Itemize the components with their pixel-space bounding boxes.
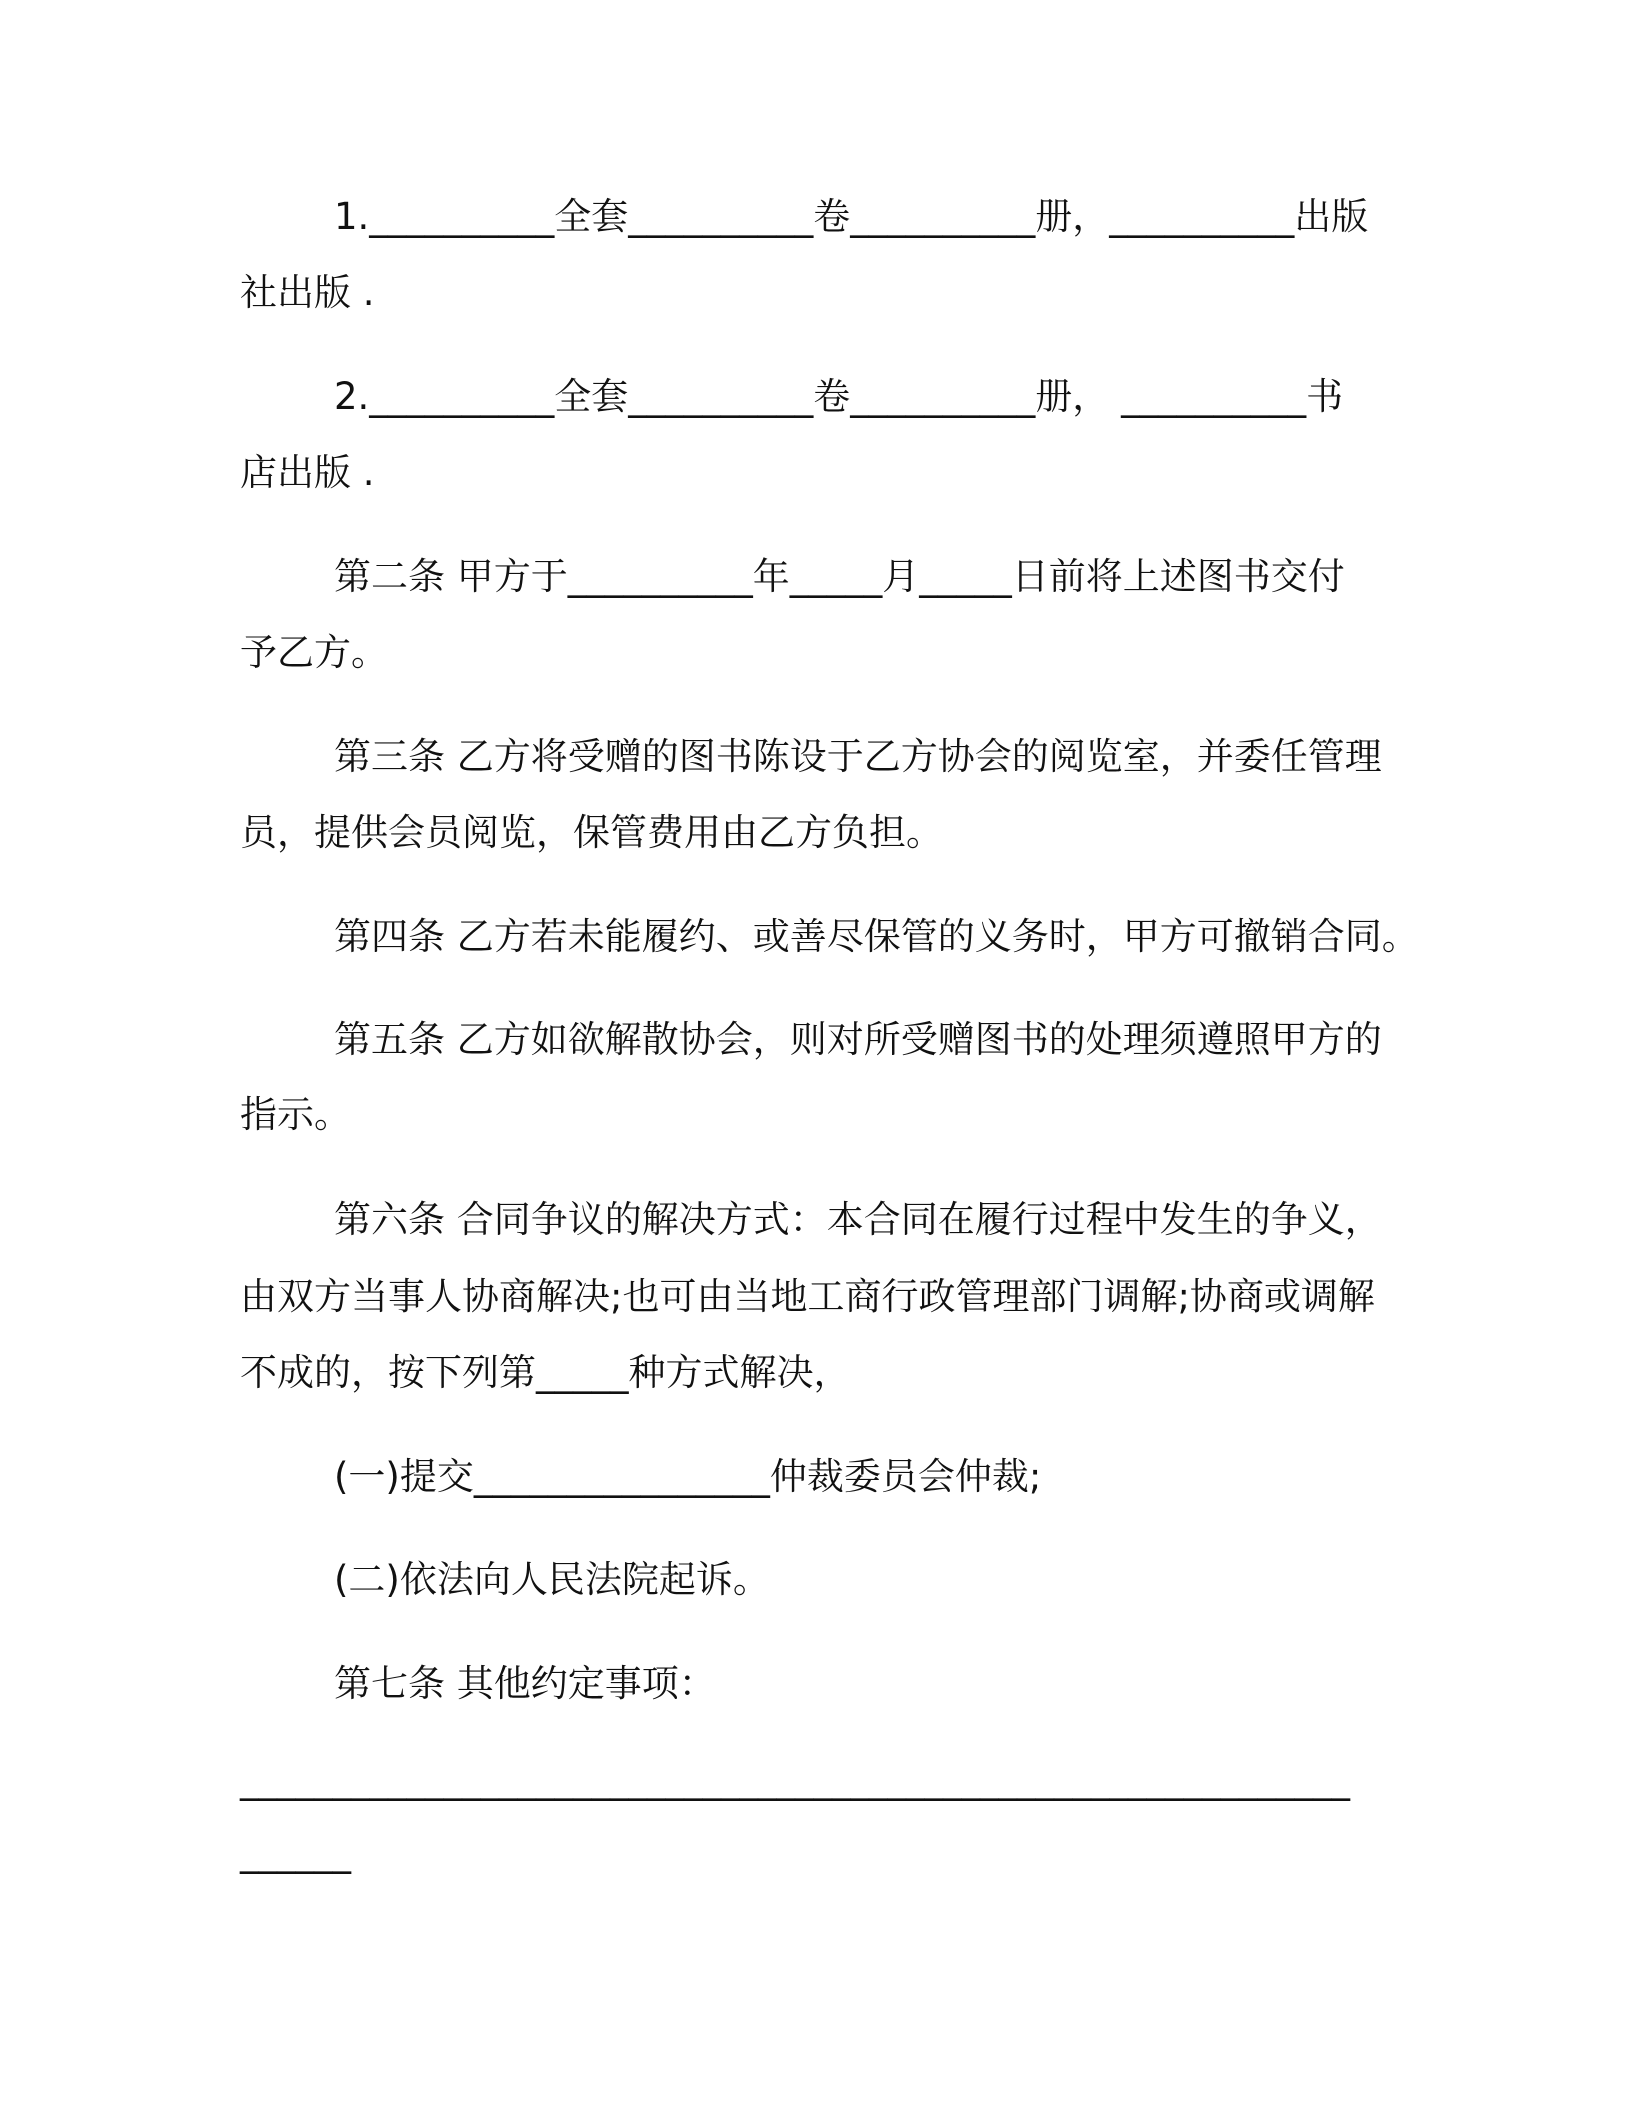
article-4: 第四条 乙方若未能履约、或善尽保管的义务时，甲方可撤销合同。 [334,915,1419,958]
item-2-line: 2.__________全套__________卷__________册， __________书 [334,375,1344,418]
article-2-continuation: 予乙方。 [240,631,388,674]
item-1-line: 1.__________全套__________卷__________册，__________出版 [334,195,1369,238]
option-2: (二)依法向人民法院起诉。 [334,1558,770,1601]
option-1: (一)提交________________仲裁委员会仲裁; [334,1455,1042,1498]
article-7: 第七条 其他约定事项： [334,1662,716,1705]
article-3-continuation: 员，提供会员阅览，保管费用由乙方负担。 [240,811,943,854]
item-1-continuation: 社出版 . [240,271,375,314]
article-3: 第三条 乙方将受赠的图书陈设于乙方协会的阅览室，并委任管理 [334,735,1382,778]
article-6-line-3: 不成的，按下列第_____种方式解决， [240,1351,851,1394]
blank-line-short: ______ [240,1831,351,1874]
article-6: 第六条 合同争议的解决方式：本合同在履行过程中发生的争义， [334,1198,1382,1241]
article-6-line-2: 由双方当事人协商解决;也可由当地工商行政管理部门调解;协商或调解 [240,1275,1375,1318]
article-5-continuation: 指示。 [240,1093,351,1136]
blank-line: ____________________________________________________________ [240,1758,1350,1801]
item-2-continuation: 店出版 . [240,451,375,494]
article-5: 第五条 乙方如欲解散协会，则对所受赠图书的处理须遵照甲方的 [334,1018,1382,1061]
article-2: 第二条 甲方于__________年_____月_____日前将上述图书交付 [334,555,1345,598]
